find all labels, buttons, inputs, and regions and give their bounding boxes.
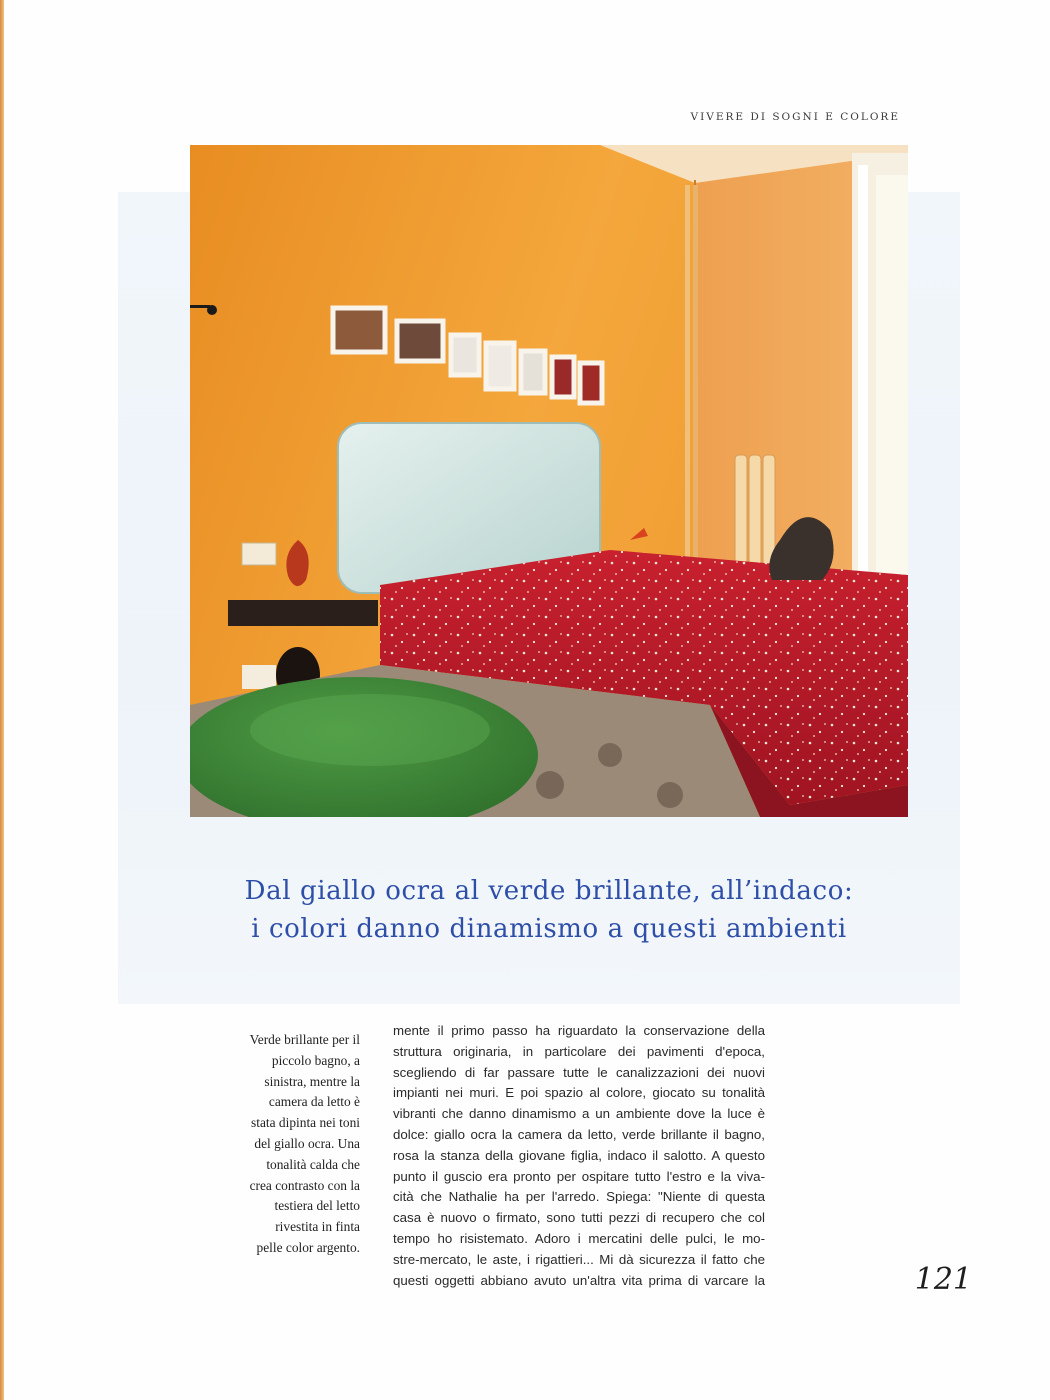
caption-line: tonalità calda che — [266, 1156, 360, 1172]
headline-line: Dal giallo ocra al verde brillante, all’indaco: — [244, 876, 854, 906]
caption-line: pelle color argento. — [256, 1239, 360, 1255]
caption-line: piccolo bagno, a — [271, 1052, 360, 1068]
caption-line: stata dipinta nei toni — [251, 1115, 360, 1131]
caption-line: rivestita in finta — [275, 1219, 360, 1235]
body-line: impianti nei muri. E poi spazio al colore, giocato su tonalità — [393, 1085, 765, 1101]
caption-line: testiera del letto — [274, 1198, 360, 1214]
body-line: cità che Nathalie ha per l'arredo. Spiega: "Niente di questa — [393, 1189, 765, 1205]
caption-line: camera da letto è — [268, 1094, 360, 1110]
headline — [190, 872, 908, 948]
body-line: rosa la stanza della giovane figlia, indaco il salotto. A questo — [393, 1147, 765, 1163]
body-line: stre-mercato, le aste, i rigattieri... Mi dà sicurezza il fatto che — [393, 1251, 765, 1267]
caption-line: sinistra, mentre la — [264, 1073, 360, 1089]
body-line: casa è nuovo o firmato, sono tutti pezzi di recupero che col — [393, 1210, 765, 1226]
body-line: struttura originaria, in particolare dei pavimenti d'epoca, — [393, 1043, 765, 1059]
photo-caption — [212, 1030, 360, 1259]
body-line: scegliendo di far passare tutte le canalizzazioni dei nuovi — [393, 1064, 765, 1080]
page-spine-edge — [0, 0, 4, 1400]
page-number: 121 — [914, 1262, 972, 1297]
bedroom-photo — [190, 145, 908, 817]
running-head: VIVERE DI SOGNI E COLORE — [690, 111, 900, 123]
body-line: mente il primo passo ha riguardato la conservazione della — [393, 1023, 765, 1038]
article-body — [393, 1021, 765, 1291]
body-line: dolce: giallo ocra la camera da letto, verde brillante il bagno, — [393, 1126, 765, 1142]
body-line: tempo ho risistemato. Adoro i mercatini delle pulci, le mo- — [393, 1230, 765, 1246]
caption-line: Verde brillante per il — [249, 1032, 360, 1047]
caption-line: crea contrasto con la — [249, 1177, 360, 1193]
body-line: punto il guscio era pronto per ospitare tutto l'estro e la viva- — [393, 1168, 765, 1184]
body-line: questi oggetti abbiano avuto un'altra vita prima di varcare la — [393, 1272, 765, 1288]
caption-line: del giallo ocra. Una — [254, 1135, 360, 1151]
headline-line: i colori danno dinamismo a questi ambienti — [251, 914, 847, 944]
body-line: vibranti che danno dinamismo a un ambiente dove la luce è — [393, 1106, 765, 1122]
